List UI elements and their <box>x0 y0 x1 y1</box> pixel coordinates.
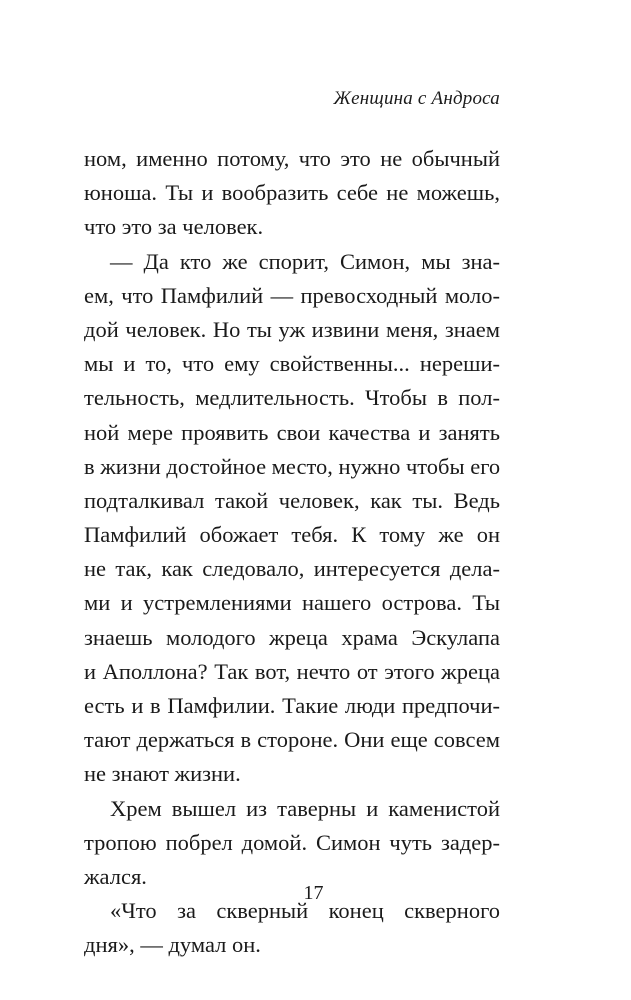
text-line: в жизни достойное место, нужно чтобы его <box>84 453 501 479</box>
text-line: мы и то, что ему свойственны... нереши- <box>84 351 500 377</box>
text-line: не знают жизни. <box>84 761 241 787</box>
text-line: жался. <box>84 863 147 889</box>
text-line: юноша. Ты и вообразить себе не можешь, <box>84 180 500 206</box>
text-line: есть и в Памфилии. Такие люди предпочи- <box>84 693 500 718</box>
text-line: ном, именно потому, что это не обычный <box>84 146 500 171</box>
text-line: и Аполлона? Так вот, нечто от этого жреца <box>84 658 500 684</box>
text-line: ем, что Памфилий — превосходный моло- <box>84 282 500 308</box>
text-line: тропою побрел домой. Симон чуть задер- <box>84 829 500 855</box>
text-line: Памфилий обожает тебя. К тому же он <box>84 522 500 548</box>
text-line: дня», — думал он. <box>84 932 261 958</box>
text-line: Хрем вышел из таверны и каменистой <box>110 795 500 821</box>
text-line: не так, как следовало, интересуется дела- <box>84 556 500 582</box>
page-number-value: 17 <box>303 882 324 904</box>
text-line: знаешь молодого жреца храма Эскулапа <box>84 624 500 650</box>
text-line: ной мере проявить свои качества и занять <box>84 419 500 445</box>
text-line: что это за человек. <box>84 214 264 240</box>
page-number <box>0 882 631 905</box>
text-line: ми и устремлениями нашего острова. Ты <box>84 590 500 616</box>
text-line: тают держаться в стороне. Они еще совсем <box>84 727 500 753</box>
text-line: тельность, медлительность. Чтобы в пол- <box>84 385 500 411</box>
text-line: дой человек. Но ты уж извини меня, знаем <box>84 316 500 342</box>
running-head-title: Женщина с Андроса <box>333 88 500 109</box>
text-line: подталкивал такой человек, как ты. Ведь <box>84 487 500 513</box>
text-line: — Да кто же спорит, Симон, мы зна- <box>110 248 500 274</box>
body-text <box>84 142 500 963</box>
text-line: «Что за скверный конец скверного <box>110 898 500 924</box>
